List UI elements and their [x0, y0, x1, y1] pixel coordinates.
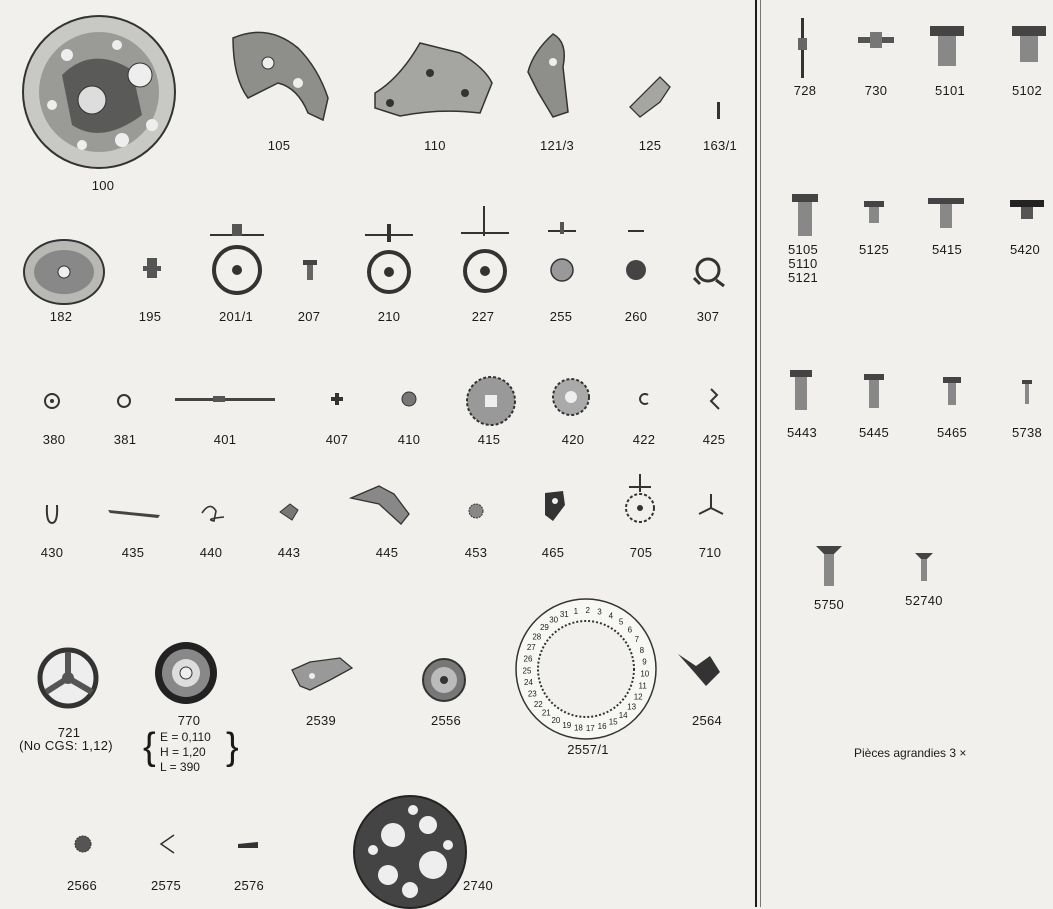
part-label-5121: 5121 — [787, 270, 819, 285]
mainplate-100-image — [22, 15, 182, 175]
date-ring-number: 13 — [627, 702, 637, 712]
escape-wheel-705-image — [623, 474, 657, 526]
part-label-110: 110 — [424, 138, 446, 153]
bridge-121-image — [523, 32, 573, 120]
part-label-2557-1: 2557/1 — [567, 742, 609, 757]
date-ring-number: 8 — [639, 646, 645, 656]
date-ring-number: 10 — [640, 669, 650, 679]
part-label-100: 100 — [91, 178, 115, 193]
part-label-422: 422 — [632, 432, 656, 447]
date-ring-number: 25 — [522, 666, 532, 676]
part-label-2575: 2575 — [150, 878, 182, 893]
part-label-163-1: 163/1 — [702, 138, 738, 153]
date-ring-number: 31 — [559, 610, 569, 620]
part-label-415: 415 — [477, 432, 501, 447]
part-label-2539: 2539 — [305, 713, 337, 728]
lever-445-image — [349, 484, 413, 526]
date-ring-number: 9 — [642, 657, 647, 667]
spring-spec-e: E = 0,110 — [160, 730, 211, 744]
part-721-note: (No CGS: 1,12) — [19, 738, 113, 753]
part-label-465: 465 — [541, 545, 565, 560]
bridge-110-image — [370, 38, 495, 118]
lever-465-image — [541, 489, 567, 523]
screw-5415-image — [928, 198, 964, 230]
bridge-2539-image — [290, 656, 354, 692]
part-label-5738: 5738 — [1011, 425, 1043, 440]
bridge-105-image — [228, 28, 338, 123]
part-label-5102: 5102 — [1011, 83, 1043, 98]
part-207-image — [303, 260, 317, 280]
date-ring-number: 14 — [618, 710, 628, 720]
date-ring-number: 22 — [533, 699, 543, 709]
spring-425-image — [707, 387, 723, 411]
screw-5420-image — [1010, 200, 1044, 220]
screw-5101-image — [930, 26, 964, 70]
lever-125-image — [625, 72, 673, 120]
part-422-image — [638, 393, 650, 405]
part-label-445: 445 — [375, 545, 399, 560]
part-label-5110: 5110 — [788, 256, 818, 271]
part-label-5445: 5445 — [858, 425, 890, 440]
part-2576-image — [236, 840, 260, 850]
date-ring-number: 17 — [585, 723, 595, 733]
part-label-201-1: 201/1 — [218, 309, 254, 324]
part-label-182: 182 — [49, 309, 73, 324]
brace-right: } — [226, 726, 239, 768]
part-label-443: 443 — [277, 545, 301, 560]
part-label-2576: 2576 — [233, 878, 265, 893]
screw-5102-image — [1012, 26, 1046, 66]
part-label-2564: 2564 — [691, 713, 723, 728]
part-label-407: 407 — [325, 432, 349, 447]
magnification-note: Pièces agrandies 3 × — [854, 746, 967, 760]
part-label-207: 207 — [297, 309, 321, 324]
mainspring-770-image — [153, 640, 219, 706]
date-ring-number: 15 — [608, 717, 618, 727]
stem-401-image — [175, 395, 275, 403]
wheel-210-image — [365, 224, 413, 296]
spring-spec-h: H = 1,20 — [160, 745, 206, 759]
part-label-440: 440 — [199, 545, 223, 560]
date-ring-number: 18 — [573, 723, 583, 733]
screw-5738-image — [1022, 380, 1032, 404]
spring-440-image — [200, 505, 226, 523]
part-label-2740: 2740 — [462, 878, 494, 893]
screw-5465-image — [943, 377, 961, 405]
part-label-453: 453 — [464, 545, 488, 560]
lever-435-image — [108, 507, 162, 519]
wheel-420-image — [552, 378, 590, 416]
date-ring-number: 23 — [527, 689, 537, 699]
wheel-2566-image — [74, 835, 92, 853]
column-divider-thin — [760, 0, 761, 907]
part-407-image — [331, 393, 343, 405]
part-label-105: 105 — [267, 138, 291, 153]
date-ring-number: 30 — [549, 615, 559, 625]
part-label-5101: 5101 — [934, 83, 966, 98]
part-label-5415: 5415 — [931, 242, 963, 257]
date-ring-number: 26 — [523, 654, 533, 664]
date-ring-number: 12 — [633, 692, 643, 702]
wheel-415-image — [466, 376, 516, 426]
part-label-5443: 5443 — [786, 425, 818, 440]
barrel-182-image — [22, 238, 106, 306]
part-label-728: 728 — [793, 83, 817, 98]
part-label-2556: 2556 — [430, 713, 462, 728]
spring-spec-l: L = 390 — [160, 760, 200, 774]
pallet-710-image — [697, 494, 725, 520]
part-label-5465: 5465 — [936, 425, 968, 440]
date-ring-number: 11 — [638, 681, 647, 691]
date-ring-number: 24 — [524, 678, 533, 688]
part-label-380: 380 — [42, 432, 66, 447]
date-ring-number: 28 — [532, 632, 542, 642]
date-ring-number: 19 — [562, 720, 572, 730]
date-ring-number: 5 — [618, 617, 624, 627]
date-ring-number: 7 — [634, 635, 640, 645]
wheel-2556-image — [422, 658, 466, 702]
date-ring-number: 6 — [627, 625, 633, 635]
date-ring-number: 2 — [585, 606, 590, 615]
part-label-307: 307 — [696, 309, 720, 324]
spring-430-image — [44, 505, 60, 525]
part-label-121-3: 121/3 — [539, 138, 575, 153]
date-ring-number: 20 — [551, 715, 561, 725]
spring-307-image — [692, 256, 726, 288]
wheel-201-image — [210, 222, 264, 294]
screw-52740-image — [915, 553, 933, 581]
wheel-260-image — [624, 228, 648, 282]
date-ring-number: 29 — [539, 623, 549, 633]
part-label-2566: 2566 — [66, 878, 98, 893]
date-ring-number: 27 — [526, 643, 536, 652]
stem-728-image — [793, 18, 813, 80]
part-label-125: 125 — [638, 138, 662, 153]
part-label-721: 721 — [57, 725, 81, 740]
part-label-227: 227 — [471, 309, 495, 324]
part-label-5750: 5750 — [813, 597, 845, 612]
part-label-5105: 5105 — [787, 242, 819, 257]
date-ring-number: 4 — [608, 611, 614, 621]
part-label-210: 210 — [377, 309, 401, 324]
screw-5125-image — [864, 201, 884, 225]
part-730-image — [858, 32, 894, 52]
screw-5105-image — [792, 194, 818, 238]
part-195-image — [143, 258, 161, 278]
screw-5443-image — [790, 370, 812, 410]
part-label-195: 195 — [138, 309, 162, 324]
brace-left: { — [143, 726, 156, 768]
screw-5445-image — [864, 374, 884, 408]
date-ring-number: 21 — [541, 708, 551, 718]
part-label-430: 430 — [40, 545, 64, 560]
part-label-410: 410 — [397, 432, 421, 447]
part-label-710: 710 — [698, 545, 722, 560]
rotor-721-image — [38, 648, 98, 708]
date-ring-number: 16 — [597, 721, 607, 731]
part-label-435: 435 — [121, 545, 145, 560]
part-label-425: 425 — [702, 432, 726, 447]
part-label-5420: 5420 — [1009, 242, 1041, 257]
part-380-image — [44, 393, 60, 409]
part-label-255: 255 — [549, 309, 573, 324]
wheel-453-image — [468, 503, 484, 519]
part-label-381: 381 — [113, 432, 137, 447]
wheel-255-image — [548, 222, 576, 282]
part-381-image — [117, 394, 131, 408]
dial-plate-2740-image — [353, 795, 467, 909]
wheel-227-image — [461, 206, 509, 294]
date-ring-number: 3 — [597, 607, 602, 617]
part-label-52740: 52740 — [905, 593, 943, 608]
column-divider — [755, 0, 757, 907]
date-ring-number: 1 — [573, 606, 579, 616]
pin-163-image — [716, 102, 722, 120]
part-label-401: 401 — [213, 432, 237, 447]
screw-5750-image — [816, 546, 842, 586]
part-443-image — [278, 502, 300, 522]
part-label-730: 730 — [864, 83, 888, 98]
part-label-770: 770 — [177, 713, 201, 728]
spring-2575-image — [158, 833, 176, 855]
part-label-260: 260 — [624, 309, 648, 324]
part-label-5125: 5125 — [858, 242, 890, 257]
date-ring-2557-image — [515, 598, 657, 740]
part-label-705: 705 — [629, 545, 653, 560]
part-label-420: 420 — [561, 432, 585, 447]
lever-2564-image — [676, 648, 722, 688]
wheel-410-image — [401, 391, 417, 407]
